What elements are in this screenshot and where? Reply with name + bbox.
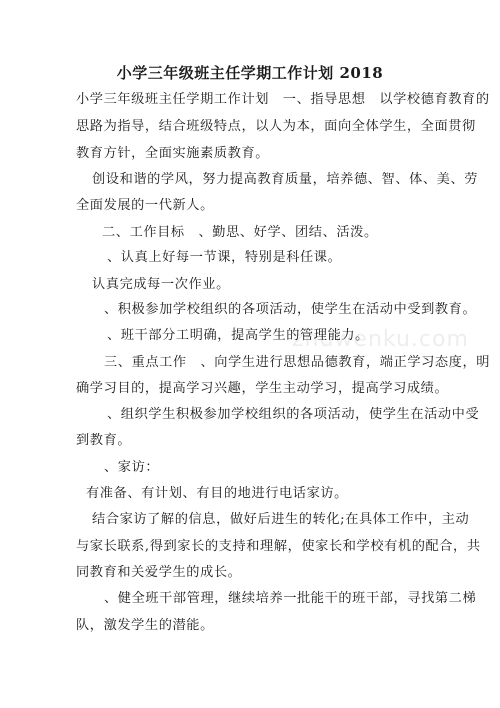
paragraph-line: 有准备、有计划、有目的地进行电话家访。 [86,486,348,501]
paragraph-line: 、认真上好每一节课，特别是科任课。 [107,250,342,265]
paragraph-line: 小学三年级班主任学期工作计划 一、指导思想 以学校德育教育的 [76,92,490,107]
watermark-text: zhuwenku.com [292,327,469,352]
paragraph-line: 结合家访了解的信息，做好后进生的转化;在具体工作中，主动 [92,512,470,527]
paragraph-line: 同教育和关爱学生的成长。 [76,565,242,580]
paragraph-line: 到教育。 [76,433,132,448]
paragraph-line: 、组织学生积极参加学校组织的各项活动，使学生在活动中受 [107,407,480,422]
paragraph-line: 三、重点工作 、向学生进行思想品德教育，端正学习态度，明 [104,355,491,370]
paragraph-line: 创设和谐的学风，努力提高教育质量，培养德、智、体、美、劳 [92,172,479,187]
paragraph-line: 确学习目的，提高学习兴趣，学生主动学习，提高学习成绩。 [76,381,449,396]
document-title: 小学三年级班主任学期工作计划 2018 [116,64,384,82]
paragraph-line: 全面发展的一代新人。 [76,198,214,213]
paragraph-line: 思路为指导，结合班级特点，以人为本，面向全体学生，全面贯彻 [76,119,476,134]
paragraph-line: 与家长联系,得到家长的支持和理解，使家长和学校有机的配合，共 [76,539,481,554]
paragraph-line: 认真完成每一次作业。 [92,277,230,292]
paragraph-line: 二、工作目标 、勤思、好学、团结、活泼。 [102,225,378,240]
paragraph-line: 队，激发学生的潜能。 [76,618,214,633]
paragraph-line: 、健全班干部管理，继续培养一批能干的班干部，寻找第二梯 [104,591,477,606]
paragraph-line: 、班干部分工明确，提高学生的管理能力。 [107,328,369,343]
paragraph-line: 、积极参加学校组织的各项活动，使学生在活动中受到教育。 [104,302,477,317]
paragraph-line: 、家访： [104,460,160,475]
paragraph-line: 教育方针，全面实施素质教育。 [76,146,270,161]
